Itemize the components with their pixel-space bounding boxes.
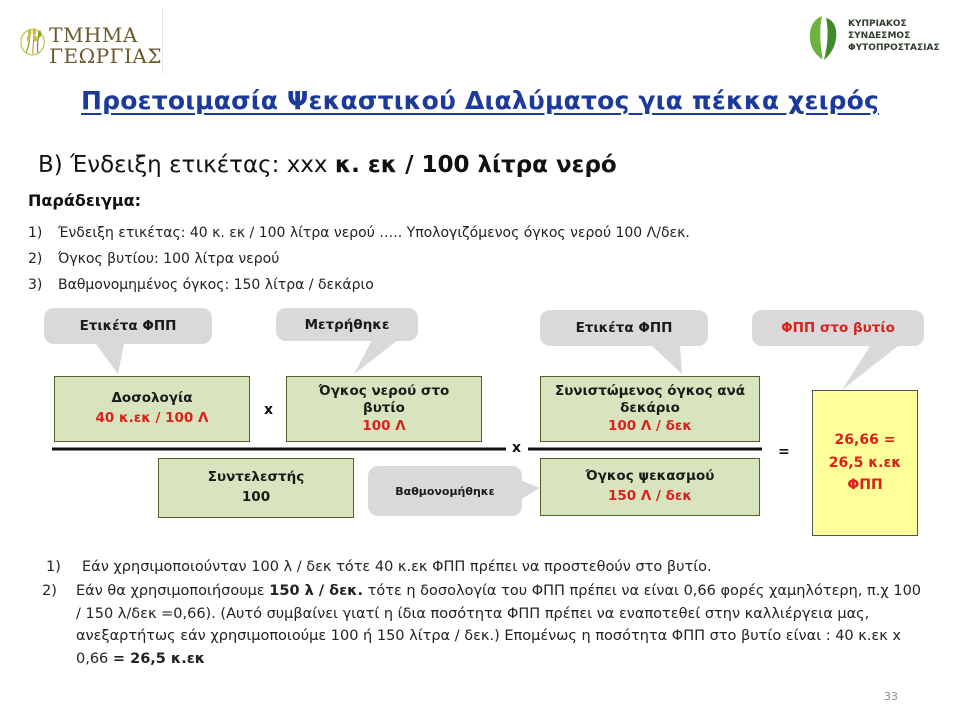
plant-protection-association-logo — [802, 14, 952, 70]
example-list — [28, 220, 690, 298]
logo-right-line2: ΣΥΝΔΕΣΜΟΣ — [848, 31, 911, 42]
notes — [42, 556, 932, 670]
tank-water-volume-box — [286, 376, 482, 442]
callout-label-ppp-2: Ετικέτα ΦΠΠ — [540, 310, 708, 346]
page-title: Προετοιμασία Ψεκαστικού Διαλύματος για πέκκα χειρός — [80, 86, 880, 115]
recommended-title-1: Συνιστώμενος όγκος ανά — [554, 382, 746, 399]
page-number: 33 — [884, 690, 898, 703]
note-number: 1) — [46, 559, 61, 575]
callout-calibrated: Βαθμονομήθηκε — [368, 466, 522, 516]
list-item-text: Βαθμονομημένος όγκος: 150 λίτρα / δεκάριο — [58, 277, 374, 293]
list-item-text: Όγκος βυτίου: 100 λίτρα νερού — [58, 251, 280, 267]
coefficient-box — [158, 458, 354, 518]
logo-left-line1: ΤΜΗΜΑ — [49, 23, 138, 47]
note-item — [42, 580, 932, 670]
callout-tail-measured — [354, 340, 398, 374]
equals-sign: = — [778, 444, 790, 460]
note-text-part: Εάν θα χρησιμοποιήσουμε — [76, 583, 270, 600]
list-item-number: 1) — [28, 225, 43, 241]
result-line3: ΦΠΠ — [847, 477, 883, 494]
list-item-number: 3) — [28, 277, 43, 293]
recommended-title-2: δεκάριο — [620, 400, 680, 417]
recommended-value: 100 Λ / δεκ — [607, 417, 693, 434]
callout-tail-label-ppp-2 — [652, 346, 682, 374]
spray-volume-box — [540, 458, 760, 516]
note-number: 2) — [42, 583, 57, 600]
dosage-box — [54, 376, 250, 442]
callout-tail-ppp-in-tank — [842, 346, 898, 390]
multiply-sign-1: x — [264, 402, 274, 418]
note-item — [46, 556, 932, 578]
note-text-part: τότε η δοσολογία του ΦΠΠ πρέπει να είναι 0,66 φορές χαμηλότερη, π.χ 100 / 150 λ/δεκ =0,66). (Αυτό συμβαίνει γιατί η ίδια ποσότητα ΦΠΠ πρέπει να εναποτεθεί στην καλλιέργεια μας, ανεξαρτήτως εάν χρησιμοποιούμε 100 ή 150 λίτρα / δεκ.) Επομένως η ποσότητα ΦΠΠ στο βυτίο είναι : 40 κ.εκ x 0,66 — [76, 583, 922, 667]
note-text: Εάν χρησιμοποιούνταν 100 λ / δεκ τότε 40 κ.εκ ΦΠΠ πρέπει να προστεθούν στο βυτίο. — [82, 559, 712, 575]
callout-measured: Μετρήθηκε — [276, 308, 418, 341]
note-text — [76, 580, 926, 670]
result-box — [812, 390, 918, 536]
subtitle-prefix: Β) Ένδειξη ετικέτας: xxx — [38, 152, 335, 178]
logo-left-line2: ΓΕΩΡΓΙΑΣ — [49, 44, 162, 68]
multiply-sign-2: x — [512, 440, 522, 456]
result-line2: 26,5 κ.εκ — [828, 454, 902, 471]
callout-label-ppp-1: Ετικέτα ΦΠΠ — [44, 308, 212, 344]
note-bold-part: 150 λ / δεκ. — [269, 583, 363, 600]
example-heading: Παράδειγμα: — [28, 191, 142, 210]
list-item — [28, 220, 690, 246]
recommended-volume-box — [540, 376, 760, 442]
logo-right-line1: ΚΥΠΡΙΑΚΟΣ — [848, 19, 907, 29]
dosage-title: Δοσολογία — [111, 390, 193, 407]
tank-water-title-2: βυτίο — [363, 400, 405, 417]
coefficient-value: 100 — [241, 489, 271, 505]
list-item-text: Ένδειξη ετικέτας: 40 κ. εκ / 100 λίτρα νερού ….. Υπολογιζόμενος όγκος νερού 100 Λ/δεκ. — [58, 225, 690, 241]
department-of-agriculture-logo — [14, 8, 163, 74]
spray-volume-value: 150 Λ / δεκ — [607, 488, 693, 504]
callout-tail-label-ppp-1 — [96, 344, 124, 374]
list-item — [28, 272, 690, 298]
callout-tail-calibrated — [520, 480, 540, 500]
leaf-icon — [802, 14, 844, 64]
callout-ppp-in-tank: ΦΠΠ στο βυτίο — [752, 310, 924, 346]
dosage-value: 40 κ.εκ / 100 Λ — [95, 410, 209, 426]
wheat-icon — [18, 13, 47, 69]
result-line1: 26,66 = — [834, 432, 896, 449]
note-bold-part: = 26,5 κ.εκ — [112, 650, 206, 667]
tank-water-value: 100 Λ — [362, 417, 406, 434]
subtitle-bold: κ. εκ / 100 λίτρα νερό — [334, 152, 617, 178]
tank-water-title-1: Όγκος νερού στο — [318, 382, 450, 399]
spray-volume-title: Όγκος ψεκασμού — [585, 468, 715, 485]
list-item — [28, 246, 690, 272]
list-item-number: 2) — [28, 251, 43, 267]
coefficient-title: Συντελεστής — [207, 469, 305, 486]
logo-right-line3: ΦΥΤΟΠΡΟΣΤΑΣΙΑΣ — [848, 43, 940, 54]
subtitle — [38, 152, 617, 178]
